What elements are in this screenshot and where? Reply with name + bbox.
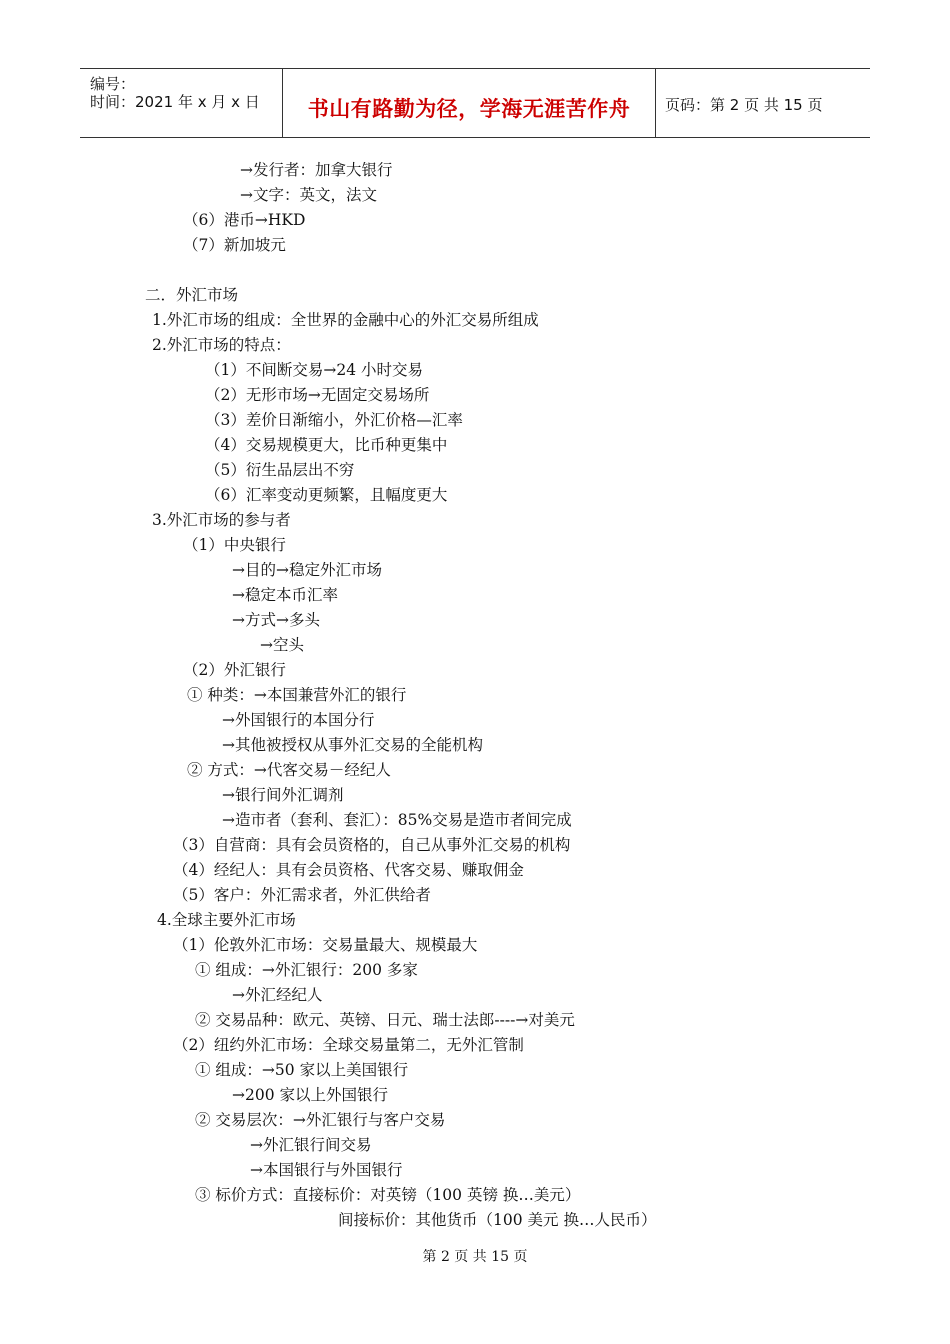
text-line: （2）外汇银行 bbox=[183, 661, 286, 679]
text-line: ② 方式：→代客交易－经纪人 bbox=[187, 761, 391, 779]
text-line: （3）差价日渐缩小，外汇价格—汇率 bbox=[205, 411, 463, 429]
text-line: （5）客户：外汇需求者，外汇供给者 bbox=[173, 886, 431, 904]
motto: 书山有路勤为径，学海无涯苦作舟 bbox=[307, 97, 631, 121]
header-motto-cell bbox=[282, 69, 656, 137]
text-line: →方式→多头 bbox=[232, 611, 320, 629]
text-line: 1.外汇市场的组成：全世界的金融中心的外汇交易所组成 bbox=[152, 311, 539, 329]
text-line: →目的→稳定外汇市场 bbox=[232, 561, 382, 579]
page-indicator: 页码：第 2 页 共 15 页 bbox=[665, 96, 823, 114]
text-line: →稳定本币汇率 bbox=[232, 586, 338, 604]
text-line: →其他被授权从事外汇交易的全能机构 bbox=[222, 736, 483, 754]
text-line: （5）衍生品层出不穷 bbox=[205, 461, 355, 479]
page-header bbox=[80, 68, 870, 138]
text-line: →外汇经纪人 bbox=[232, 986, 323, 1004]
text-line: 4.全球主要外汇市场 bbox=[157, 911, 296, 929]
text-line: 2.外汇市场的特点： bbox=[152, 336, 291, 354]
text-line: （2）纽约外汇市场：全球交易量第二，无外汇管制 bbox=[173, 1036, 524, 1054]
document-date: 时间：2021 年 x 月 x 日 bbox=[90, 93, 260, 111]
text-line: （1）不间断交易→24 小时交易 bbox=[205, 361, 423, 379]
text-line: ① 种类：→本国兼营外汇的银行 bbox=[187, 686, 407, 704]
text-line: →造市者（套利、套汇）：85%交易是造市者间完成 bbox=[222, 811, 572, 829]
text-line: （1）中央银行 bbox=[183, 536, 286, 554]
text-line: →文字：英文，法文 bbox=[240, 186, 377, 204]
text-line: （4）交易规模更大，比币种更集中 bbox=[205, 436, 448, 454]
text-line: →本国银行与外国银行 bbox=[250, 1161, 403, 1179]
text-line: →银行间外汇调剂 bbox=[222, 786, 344, 804]
text-line: →外国银行的本国分行 bbox=[222, 711, 375, 729]
document-number-label: 编号： bbox=[90, 75, 136, 93]
text-line: （4）经纪人：具有会员资格、代客交易、赚取佣金 bbox=[173, 861, 524, 879]
section-heading: 二．外汇市场 bbox=[145, 286, 239, 304]
text-line: （6）汇率变动更频繁，且幅度更大 bbox=[205, 486, 448, 504]
text-line: ① 组成：→外汇银行：200 多家 bbox=[195, 961, 418, 979]
text-line: （6）港币→HKD bbox=[183, 211, 306, 229]
text-line: →空头 bbox=[260, 636, 304, 654]
text-line: 间接标价：其他货币（100 美元 换…人民币） bbox=[338, 1211, 657, 1229]
text-line: →200 家以上外国银行 bbox=[232, 1086, 388, 1104]
text-line: （3）自营商：具有会员资格的，自己从事外汇交易的机构 bbox=[173, 836, 571, 854]
text-line: →发行者：加拿大银行 bbox=[240, 161, 393, 179]
text-line: ② 交易品种：欧元、英镑、日元、瑞士法郎----→对美元 bbox=[195, 1011, 575, 1029]
text-line: 3.外汇市场的参与者 bbox=[152, 511, 291, 529]
text-line: （2）无形市场→无固定交易场所 bbox=[205, 386, 430, 404]
text-line: ① 组成：→50 家以上美国银行 bbox=[195, 1061, 409, 1079]
page-footer: 第 2 页 共 15 页 bbox=[422, 1249, 528, 1265]
header-page-cell bbox=[655, 69, 870, 137]
header-meta bbox=[80, 69, 282, 137]
text-line: ③ 标价方式：直接标价：对英镑（100 英镑 换…美元） bbox=[195, 1186, 581, 1204]
text-line: →外汇银行间交易 bbox=[250, 1136, 372, 1154]
text-line: （1）伦敦外汇市场：交易量最大、规模最大 bbox=[173, 936, 478, 954]
text-line: ② 交易层次：→外汇银行与客户交易 bbox=[195, 1111, 446, 1129]
text-line: （7）新加坡元 bbox=[183, 236, 286, 254]
